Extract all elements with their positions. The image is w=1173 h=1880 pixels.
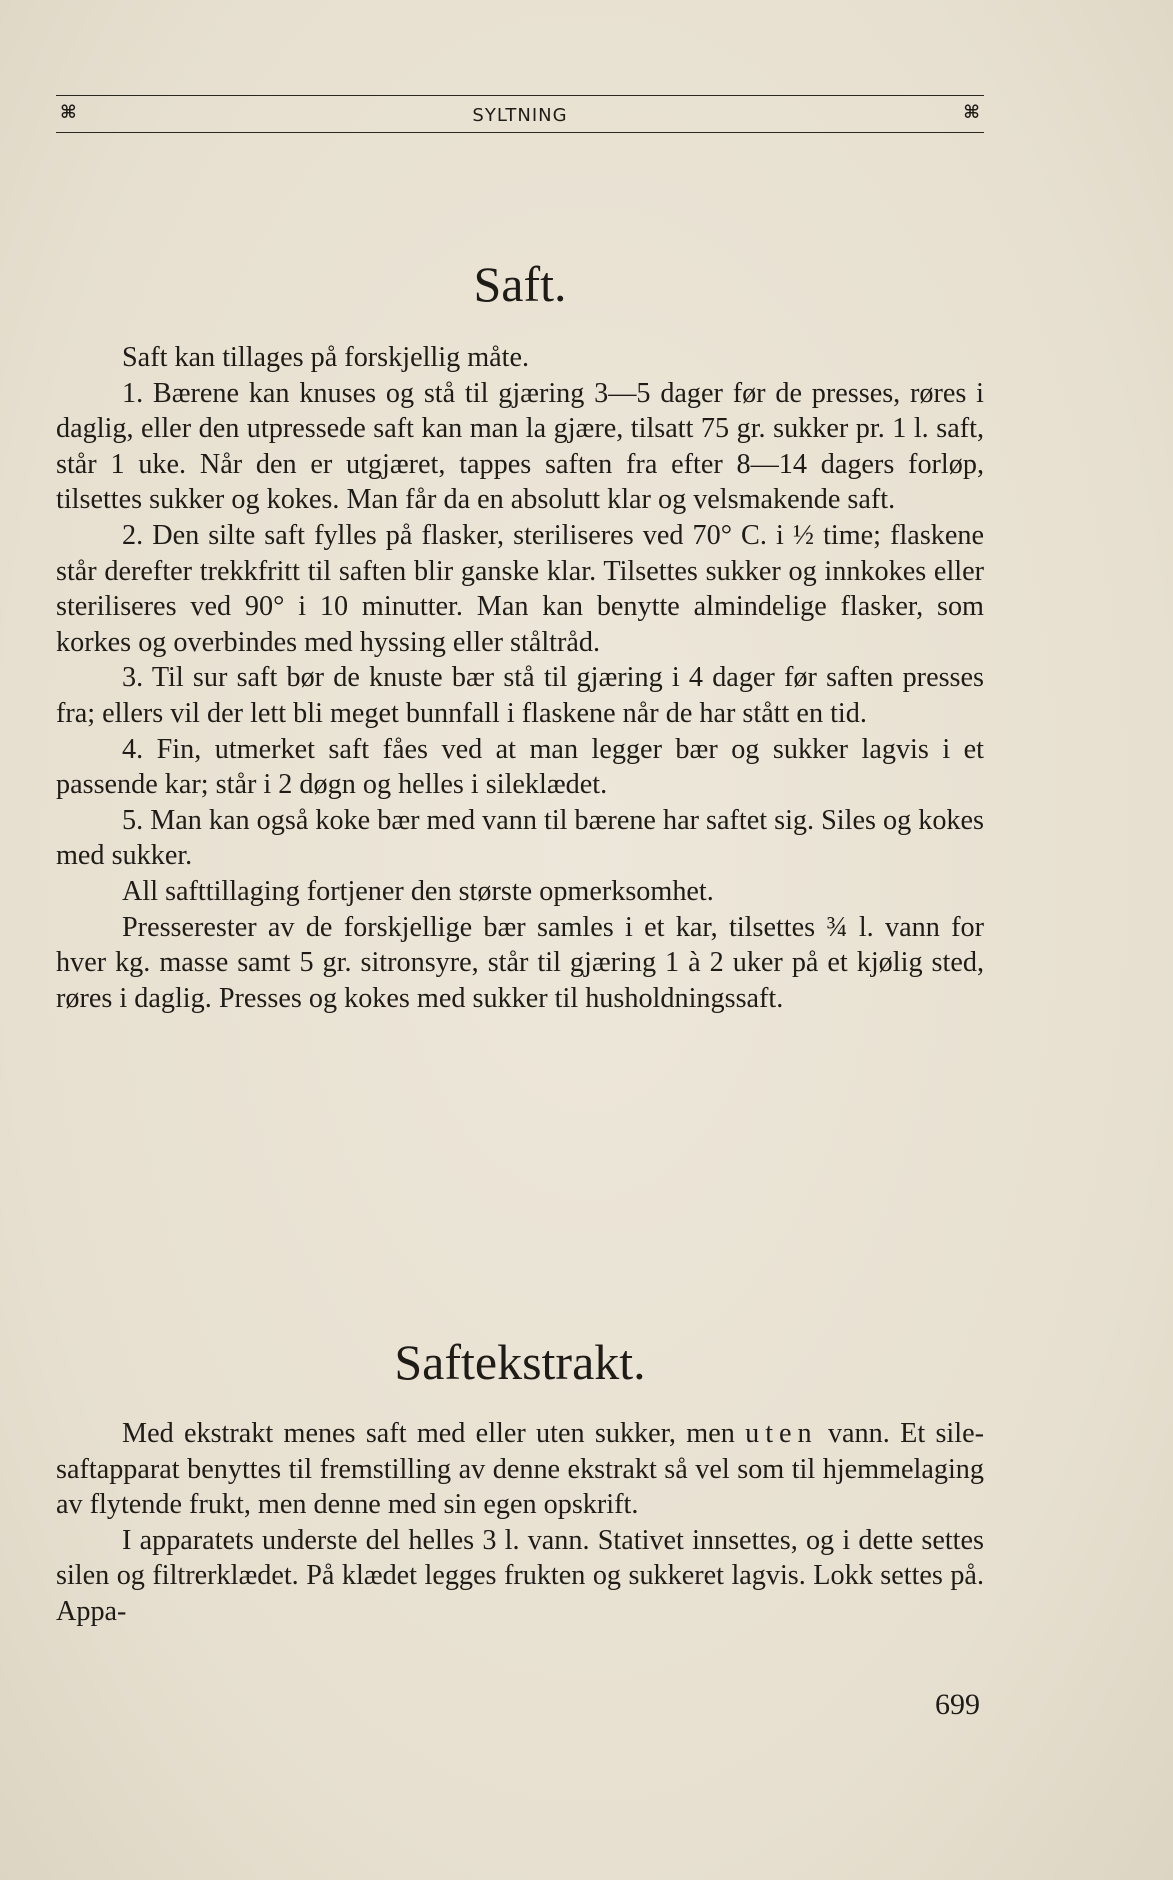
paragraph: All safttillaging fortjener den største opmerksomhet. xyxy=(122,875,714,907)
section-title-saft: Saft. xyxy=(473,256,567,312)
paragraph: Saft kan tillages på forskjellig måte. xyxy=(122,342,530,373)
text-span: vann. Et sile-saftapparat benyttes til fremstilling av denne ekstrakt så vel som til hjemmelaging av flytende frukt, men denne med sin egen opskrift. xyxy=(56,1418,984,1521)
page-number: 699 xyxy=(935,1688,980,1721)
text-span: Med ekstrakt menes saft med eller uten sukker, men xyxy=(122,1418,746,1449)
section-title-saftekstrakt: Saftekstrakt. xyxy=(394,1334,646,1390)
spaced-emphasis: uten xyxy=(745,1418,818,1449)
paragraph: 5. Man kan også koke bær med vann til bærene har saftet sig. Siles og kokes med sukker. xyxy=(56,804,984,872)
section-body-saftekstrakt xyxy=(56,1416,984,1630)
paragraph: I apparatets underste del helles 3 l. vann. Stativet innsettes, og i dette settes silen og filtrerklædet. På klædet legges frukten og sukkeret lagvis. Lokk settes på. Appa- xyxy=(56,1524,984,1627)
running-head-title: SYLTNING xyxy=(472,105,568,126)
paragraph: 1. Bærene kan knuses og stå til gjæring 3—5 dager før de presses, røres i daglig, eller den utpressede saft kan man la gjære, tilsatt 75 gr. sukker pr. 1 l. saft, står 1 uke. Når den er utgjæret, tappes saften fra efter 8—14 dagers forløp, tilsettes sukker og kokes. Man får da en absolutt klar og velsmakende saft. xyxy=(56,377,984,516)
running-head xyxy=(56,95,984,133)
ornament-icon: ⌘ xyxy=(963,102,980,123)
ornament-icon: ⌘ xyxy=(60,102,77,123)
paragraph: 4. Fin, utmerket saft fåes ved at man legger bær og sukker lagvis i et passende kar; står i 2 døgn og helles i sileklædet. xyxy=(56,733,984,801)
paragraph xyxy=(56,1416,984,1523)
paragraph: 2. Den silte saft fylles på flasker, steriliseres ved 70° C. i ½ time; flaskene står derefter trekkfritt til saften blir ganske klar. Tilsettes sukker og innkokes eller steriliseres ved 90° i 10 minutter. Man kan benytte almindelige flasker, som korkes og overbindes med hyssing eller ståltråd. xyxy=(56,519,984,658)
paragraph: 3. Til sur saft bør de knuste bær stå til gjæring i 4 dager før saften presses fra; ellers vil der lett bli meget bunnfall i flaskene når de har stått en tid. xyxy=(56,662,984,729)
paragraph: Presserester av de forskjellige bær samles i et kar, tilsettes ¾ l. vann for hver kg. masse samt 5 gr. sitronsyre, står til gjæring 1 à 2 uker på et kjølig sted, røres i daglig. Presses og kokes med sukker til husholdningssaft. xyxy=(56,911,984,1014)
section-body-saft xyxy=(56,340,984,1016)
